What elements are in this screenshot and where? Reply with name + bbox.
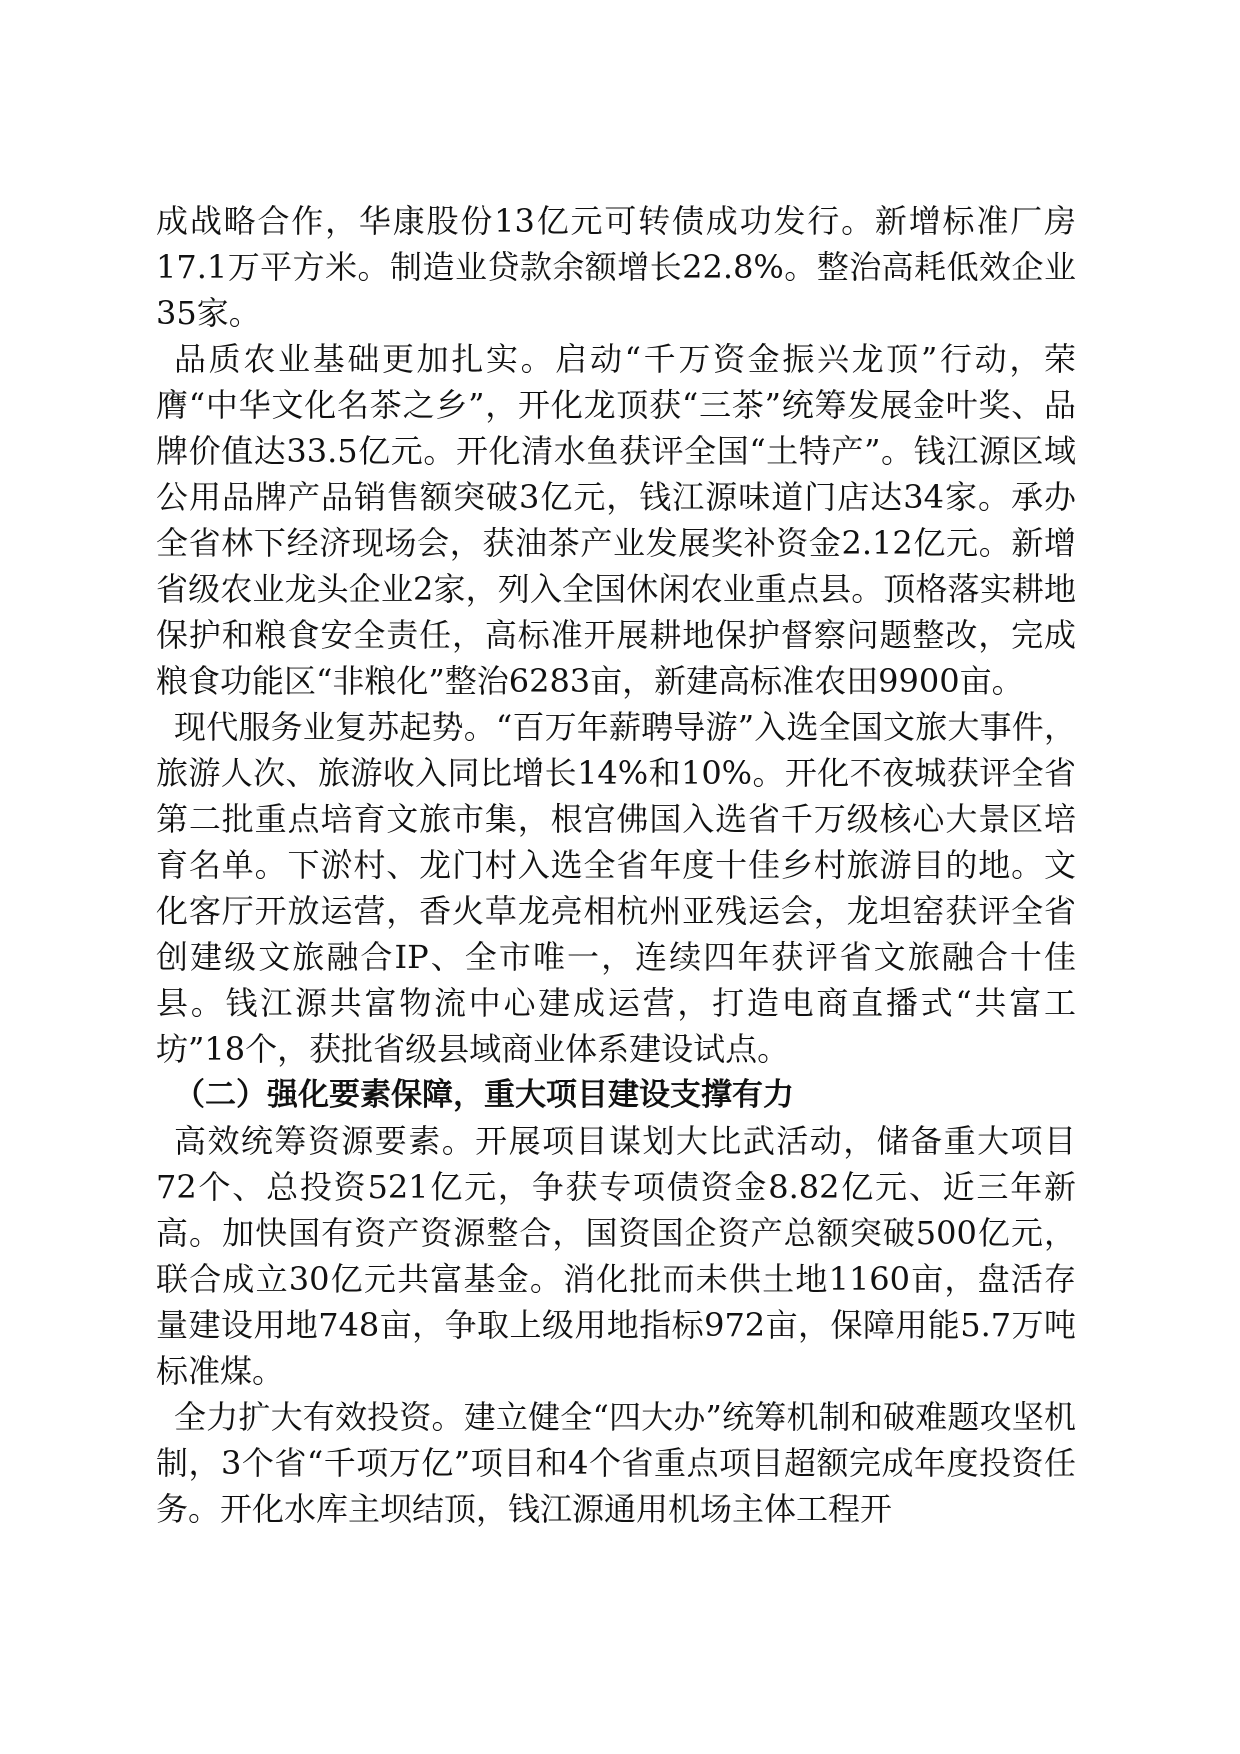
paragraph-agriculture: 品质农业基础更加扎实。启动“千万资金振兴龙顶”行动，荣膺“中华文化名茶之乡”，开化龙顶获“三茶”统筹发展金叶奖、品牌价值达33.5亿元。开化清水鱼获评全国“土特产”。钱江源区域公用品牌产品销售额突破3亿元，钱江源味道门店达34家。承办全省林下经济现场会，获油茶产业发展奖补资金2.12亿元。新增省级农业龙头企业2家，列入全国休闲农业重点县。顶格落实耕地保护和粮食安全责任，高标准开展耕地保护督察问题整改，完成粮食功能区“非粮化”整治6283亩，新建高标准农田9900亩。 — [156, 340, 1076, 700]
paragraph-services: 现代服务业复苏起势。“百万年薪聘导游”入选全国文旅大事件，旅游人次、旅游收入同比增长14%和10%。开化不夜城获评全省第二批重点培育文旅市集，根宫佛国入选省千万级核心大景区培育名单。下淤村、龙门村入选全省年度十佳乡村旅游目的地。文化客厅开放运营，香火草龙亮相杭州亚残运会，龙坦窑获评全省创建级文旅融合IP、全市唯一，连续四年获评省文旅融合十佳县。钱江源共富物流中心建成运营，打造电商直播式“共富工坊”18个，获批省级县域商业体系建设试点。 — [156, 708, 1076, 1068]
section-heading: （二）强化要素保障，重大项目建设支撑有力 — [174, 1077, 794, 1113]
document-page — [156, 198, 1076, 1532]
paragraph-investment: 全力扩大有效投资。建立健全“四大办”统筹机制和破难题攻坚机制，3个省“千项万亿”项目和4个省重点项目超额完成年度投资任务。开化水库主坝结顶，钱江源通用机场主体工程开 — [156, 1398, 1076, 1528]
paragraph-manufacturing-continued: 成战略合作，华康股份13亿元可转债成功发行。新增标准厂房17.1万平方米。制造业贷款余额增长22.8%。整治高耗低效企业35家。 — [156, 202, 1076, 332]
paragraph-resources: 高效统筹资源要素。开展项目谋划大比武活动，储备重大项目72个、总投资521亿元，争获专项债资金8.82亿元、近三年新高。加快国有资产资源整合，国资国企资产总额突破500亿元，联合成立30亿元共富基金。消化批而未供土地1160亩，盘活存量建设用地748亩，争取上级用地指标972亩，保障用能5.7万吨标准煤。 — [156, 1122, 1076, 1390]
